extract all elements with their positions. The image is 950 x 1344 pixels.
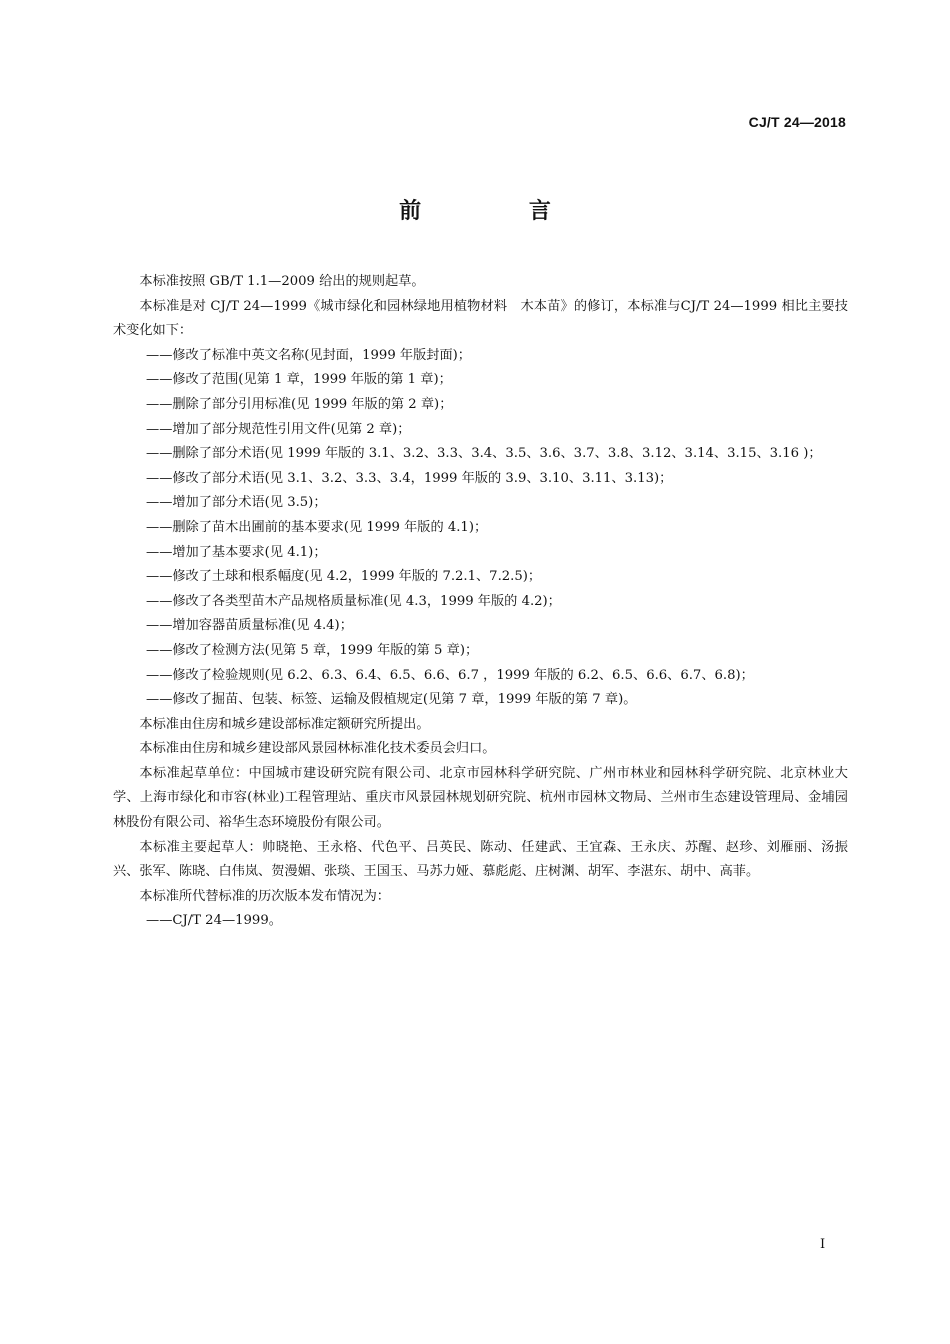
paragraph-drafting-units: 本标准起草单位：中国城市建设研究院有限公司、北京市园林科学研究院、广州市林业和园林科学研究院、北京林业大学、上海市绿化和市容(林业)工程管理站、重庆市风景园林规划研究院、杭州市园林文物局、兰州市生态建设管理局、金埔园林股份有限公司、裕华生态环境股份有限公司。 [113, 765, 848, 831]
change-item: ——修改了检测方法(见第 5 章，1999 年版的第 5 章)； [146, 642, 479, 658]
change-item: ——修改了部分术语(见 3.1、3.2、3.3、3.4，1999 年版的 3.9、3.10、3.11、3.13)； [146, 470, 673, 486]
paragraph-drafting-rules: 本标准按照 GB/T 1.1—2009 给出的规则起草。 [139, 274, 425, 289]
paragraph-revision-intro: 本标准是对 CJ/T 24—1999《城市绿化和园林绿地用植物材料 木本苗》的修订，本标准与CJ/T 24—1999 相比主要技术变化如下： [113, 298, 848, 339]
change-item: ——删除了苗木出圃前的基本要求(见 1999 年版的 4.1)； [146, 519, 488, 535]
change-item: ——删除了部分术语(见 1999 年版的 3.1、3.2、3.3、3.4、3.5、3.6、3.7、3.8、3.12、3.14、3.15、3.16 )； [146, 446, 822, 462]
change-item: ——修改了范围(见第 1 章，1999 年版的第 1 章)； [146, 372, 452, 388]
change-item: ——增加了部分规范性引用文件(见第 2 章)； [146, 421, 411, 437]
history-item: ——CJ/T 24—1999。 [146, 913, 282, 929]
paragraph-under-jurisdiction: 本标准由住房和城乡建设部风景园林标准化技术委员会归口。 [139, 741, 496, 757]
paragraph-main-drafters: 本标准主要起草人：帅晓艳、王永格、代色平、吕英民、陈动、任建武、王宜森、王永庆、苏醒、赵珍、刘雁丽、汤振兴、张军、陈晓、白伟岚、贺漫媚、张琰、王国玉、马苏力娅、慕彪彪、庄树渊、胡军、李湛东、胡中、高菲。 [113, 839, 848, 880]
change-item: ——修改了各类型苗木产品规格质量标准(见 4.3，1999 年版的 4.2)； [146, 593, 561, 609]
change-item: ——增加了部分术语(见 3.5)； [146, 495, 327, 511]
foreword-body [113, 270, 848, 934]
change-item: ——增加容器苗质量标准(见 4.4)； [146, 618, 353, 634]
standard-code: CJ/T 24—2018 [748, 114, 846, 130]
page-title: 前 言 [399, 199, 601, 224]
change-item: ——修改了掘苗、包装、标签、运输及假植规定(见第 7 章，1999 年版的第 7 章)。 [146, 692, 637, 708]
change-item: ——修改了检验规则(见 6.2、6.3、6.4、6.5、6.6、6.7 ，1999 年版的 6.2、6.5、6.6、6.7、6.8)； [146, 667, 754, 683]
paragraph-proposed-by: 本标准由住房和城乡建设部标准定额研究所提出。 [139, 716, 430, 732]
page-number: I [820, 1237, 826, 1252]
change-item: ——增加了基本要求(见 4.1)； [146, 544, 327, 560]
paragraph-history-intro: 本标准所代替标准的历次版本发布情况为： [139, 888, 390, 904]
change-item: ——修改了土球和根系幅度(见 4.2，1999 年版的 7.2.1、7.2.5)； [146, 569, 542, 585]
change-item: ——修改了标准中英文名称(见封面，1999 年版封面)； [146, 347, 471, 363]
change-item: ——删除了部分引用标准(见 1999 年版的第 2 章)； [146, 396, 453, 412]
